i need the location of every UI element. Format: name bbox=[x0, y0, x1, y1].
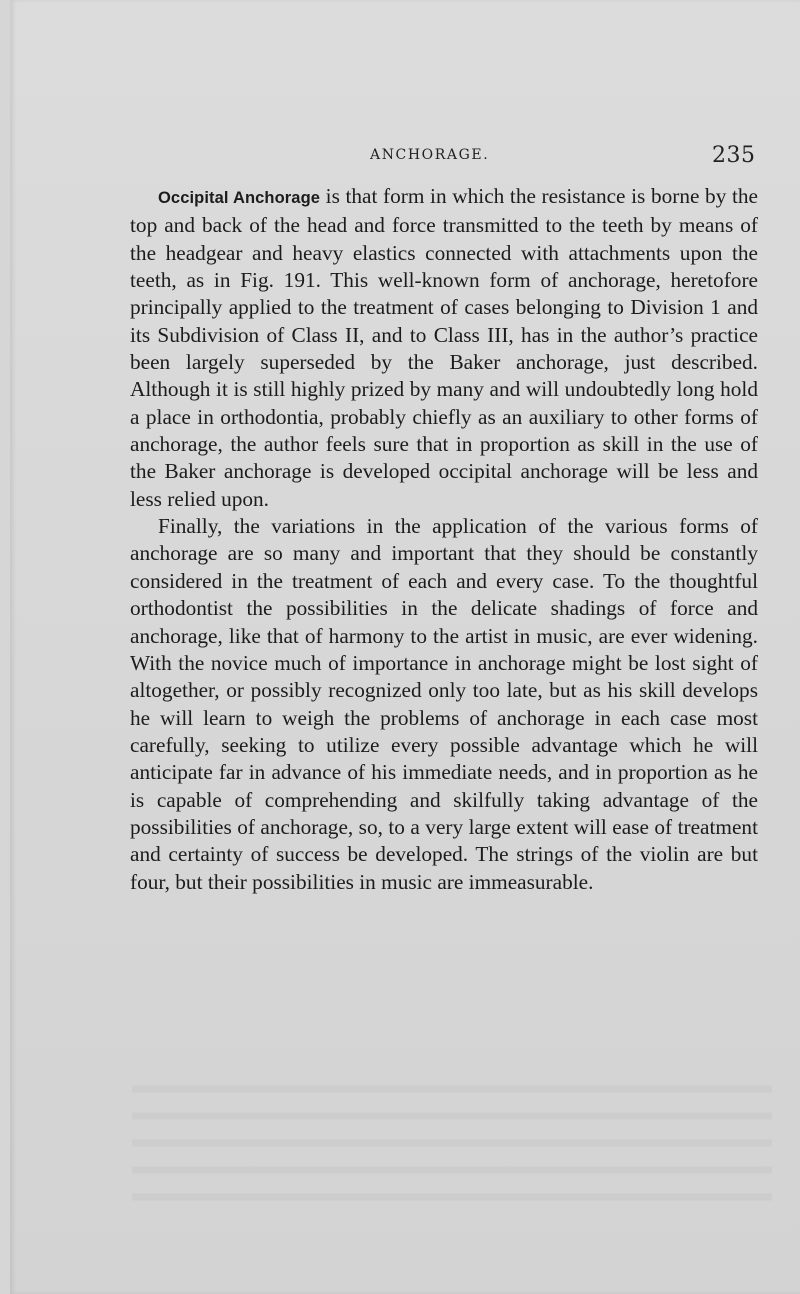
show-through-texture bbox=[132, 1072, 772, 1202]
chapter-title: ANCHORAGE. bbox=[370, 147, 490, 163]
page-number: 235 bbox=[712, 143, 756, 168]
paragraph-text: is that form in which the resistance is borne by the top and back of the head and force transmitted to the teeth by means of the headgear and heavy elastics connected with attachments upon the teeth, as in Fig. 191. This well-known form of anchorage, heretofore principally applied to the treatment of cases belonging to Division 1 and its Subdivision of Class II, and to Class III, has in the author’s practice been largely superseded by the Baker anchorage, just described. Although it is still highly prized by many and will undoubtedly long hold a place in orthodontia, probably chiefly as an auxiliary to other forms of anchorage, the author feels sure that in proportion as skill in the use of the Baker anchorage is developed occipital anchorage will be less and less relied upon. bbox=[130, 184, 758, 511]
body-text bbox=[130, 183, 758, 896]
book-page bbox=[10, 0, 800, 1294]
paragraph-finally bbox=[130, 513, 758, 896]
paragraph-occipital-anchorage bbox=[130, 183, 758, 513]
paragraph-text: Finally, the variations in the application of the various forms of anchorage are so many and important that they should be constantly considered in the treatment of each and every case. To the thoughtful orthodontist the possibilities in the delicate shadings of force and anchorage, like that of harmony to the artist in music, are ever widening. With the novice much of importance in anchorage might be lost sight of altogether, or possibly recognized only too late, but as his skill develops he will learn to weigh the problems of anchorage in each case most carefully, seeking to utilize every possible advantage which he will anticipate far in advance of his immediate needs, and in proportion as he is capable of comprehending and skilfully taking advantage of the possibilities of anchorage, so, to a very large extent will ease of treatment and certainty of success be developed. The strings of the violin are but four, but their possibilities in music are immeasurable. bbox=[130, 514, 758, 894]
run-in-heading: Occipital Anchorage bbox=[158, 189, 321, 207]
running-head bbox=[10, 143, 800, 173]
